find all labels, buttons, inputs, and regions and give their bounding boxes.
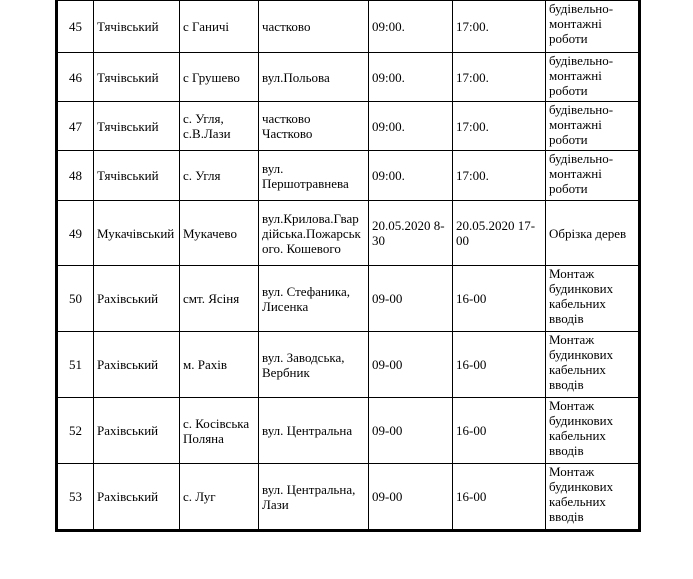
end-time-cell: 16-00 [453, 398, 546, 464]
work-type-cell: Монтаж будинкових кабельних вводів [546, 332, 640, 398]
start-time-cell: 20.05.2020 8- 30 [369, 201, 453, 266]
row-number: 45 [57, 0, 94, 53]
district-cell: Рахівський [94, 398, 180, 464]
district-cell: Тячівський [94, 53, 180, 102]
start-time-cell: 09:00. [369, 53, 453, 102]
row-number: 52 [57, 398, 94, 464]
table-row [57, 332, 640, 398]
table-row [57, 0, 640, 53]
locality-cell: с. Угля, с.В.Лази [180, 102, 259, 151]
end-time-cell: 17:00. [453, 102, 546, 151]
work-type-cell: будівельно- монтажні роботи [546, 102, 640, 151]
table-row [57, 201, 640, 266]
end-time-cell: 16-00 [453, 464, 546, 531]
end-time-cell: 17:00. [453, 53, 546, 102]
street-cell: вул.Польова [259, 53, 369, 102]
table-row [57, 398, 640, 464]
locality-cell: смт. Ясіня [180, 266, 259, 332]
street-cell: вул. Центральна [259, 398, 369, 464]
district-cell: Рахівський [94, 332, 180, 398]
locality-cell: Мукачево [180, 201, 259, 266]
district-cell: Мукачівський [94, 201, 180, 266]
table-row [57, 464, 640, 531]
street-cell: частково Частково [259, 102, 369, 151]
district-cell: Рахівський [94, 464, 180, 531]
work-type-cell: Монтаж будинкових кабельних вводів [546, 398, 640, 464]
end-time-cell: 17:00. [453, 151, 546, 201]
schedule-table [55, 0, 641, 532]
start-time-cell: 09-00 [369, 398, 453, 464]
end-time-cell: 20.05.2020 17- 00 [453, 201, 546, 266]
work-type-cell: Обрізка дерев [546, 201, 640, 266]
start-time-cell: 09:00. [369, 102, 453, 151]
street-cell: частково [259, 0, 369, 53]
start-time-cell: 09-00 [369, 332, 453, 398]
start-time-cell: 09-00 [369, 266, 453, 332]
row-number: 50 [57, 266, 94, 332]
end-time-cell: 16-00 [453, 266, 546, 332]
table-row [57, 151, 640, 201]
locality-cell: с Грушево [180, 53, 259, 102]
table-row [57, 102, 640, 151]
street-cell: вул. Стефаника, Лисенка [259, 266, 369, 332]
row-number: 48 [57, 151, 94, 201]
work-type-cell: будівельно- монтажні роботи [546, 53, 640, 102]
street-cell: вул. Центральна, Лази [259, 464, 369, 531]
street-cell: вул. Першотравнева [259, 151, 369, 201]
row-number: 49 [57, 201, 94, 266]
row-number: 51 [57, 332, 94, 398]
locality-cell: с. Луг [180, 464, 259, 531]
work-type-cell: будівельно- монтажні роботи [546, 151, 640, 201]
end-time-cell: 16-00 [453, 332, 546, 398]
locality-cell: с Ганичі [180, 0, 259, 53]
district-cell: Тячівський [94, 0, 180, 53]
end-time-cell: 17:00. [453, 0, 546, 53]
locality-cell: с. Угля [180, 151, 259, 201]
district-cell: Тячівський [94, 102, 180, 151]
district-cell: Рахівський [94, 266, 180, 332]
start-time-cell: 09:00. [369, 0, 453, 53]
row-number: 46 [57, 53, 94, 102]
row-number: 47 [57, 102, 94, 151]
table-row [57, 53, 640, 102]
work-type-cell: будівельно- монтажні роботи [546, 0, 640, 53]
start-time-cell: 09-00 [369, 464, 453, 531]
district-cell: Тячівський [94, 151, 180, 201]
row-number: 53 [57, 464, 94, 531]
street-cell: вул.Крилова.Гвар дійська.Пожарськ ого. Кошевого [259, 201, 369, 266]
work-type-cell: Монтаж будинкових кабельних вводів [546, 266, 640, 332]
start-time-cell: 09:00. [369, 151, 453, 201]
table-row [57, 266, 640, 332]
work-type-cell: Монтаж будинкових кабельних вводів [546, 464, 640, 531]
street-cell: вул. Заводська, Вербник [259, 332, 369, 398]
locality-cell: м. Рахів [180, 332, 259, 398]
locality-cell: с. Косівська Поляна [180, 398, 259, 464]
